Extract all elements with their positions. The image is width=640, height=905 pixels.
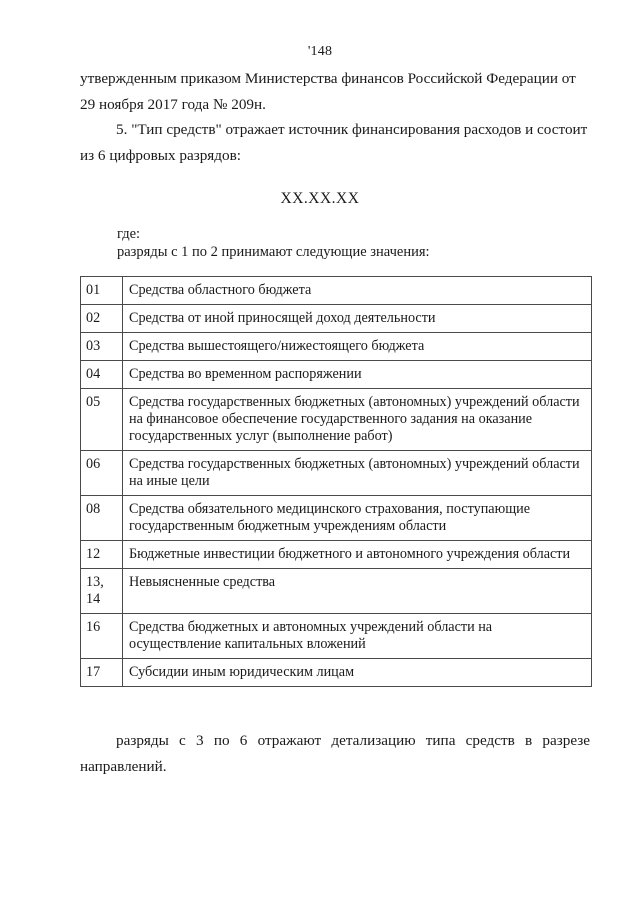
description-cell: Средства областного бюджета bbox=[123, 277, 592, 305]
description-cell: Средства обязательного медицинского страхования, поступающие государственным бюджетным учреждениям области bbox=[123, 496, 592, 541]
table-row bbox=[81, 496, 592, 541]
code-cell: 02 bbox=[81, 305, 123, 333]
paragraph-line: направлений. bbox=[80, 758, 167, 775]
code-cell: 17 bbox=[81, 659, 123, 687]
description-cell: Бюджетные инвестиции бюджетного и автономного учреждения области bbox=[123, 541, 592, 569]
description-cell: Средства государственных бюджетных (автономных) учреждений области на иные цели bbox=[123, 451, 592, 496]
description-cell: Невыясненные средства bbox=[123, 569, 592, 614]
table-row bbox=[81, 305, 592, 333]
table-row bbox=[81, 614, 592, 659]
description-cell: Средства бюджетных и автономных учреждений области на осуществление капитальных вложений bbox=[123, 614, 592, 659]
description-cell: Средства государственных бюджетных (автономных) учреждений области на финансовое обеспечение государственного задания на оказание государственных услуг (выполнение работ) bbox=[123, 389, 592, 451]
table-row bbox=[81, 361, 592, 389]
code-cell: 05 bbox=[81, 389, 123, 451]
description-cell: Субсидии иным юридическим лицам bbox=[123, 659, 592, 687]
table-row bbox=[81, 451, 592, 496]
closing-paragraph bbox=[80, 728, 590, 780]
page-number: '148 bbox=[307, 44, 333, 59]
code-cell: 03 bbox=[81, 333, 123, 361]
code-cell: 04 bbox=[81, 361, 123, 389]
table-row bbox=[81, 569, 592, 614]
code-cell: 12 bbox=[81, 541, 123, 569]
paragraph-line: из 6 цифровых разрядов: bbox=[80, 147, 241, 164]
paragraph-line: 5. "Тип средств" отражает источник финансирования расходов и состоит bbox=[116, 121, 588, 138]
table-row bbox=[81, 333, 592, 361]
paragraph-item-5 bbox=[80, 117, 590, 169]
paragraph-continuation bbox=[80, 66, 590, 118]
where-label: где: bbox=[117, 226, 141, 242]
fund-type-table bbox=[80, 276, 592, 687]
description-cell: Средства во временном распоряжении bbox=[123, 361, 592, 389]
table-row bbox=[81, 541, 592, 569]
code-cell: 08 bbox=[81, 496, 123, 541]
code-cell: 16 bbox=[81, 614, 123, 659]
table-row bbox=[81, 389, 592, 451]
code-pattern: XX.XX.XX bbox=[280, 190, 360, 207]
table-intro: разряды с 1 по 2 принимают следующие значения: bbox=[117, 244, 430, 260]
description-cell: Средства вышестоящего/нижестоящего бюджета bbox=[123, 333, 592, 361]
code-cell: 06 bbox=[81, 451, 123, 496]
table-row bbox=[81, 277, 592, 305]
code-cell: 13, 14 bbox=[81, 569, 123, 614]
paragraph-line: разряды с 3 по 6 отражают детализацию типа средств в разрезе bbox=[116, 732, 590, 749]
code-cell: 01 bbox=[81, 277, 123, 305]
description-cell: Средства от иной приносящей доход деятельности bbox=[123, 305, 592, 333]
paragraph-line: 29 ноября 2017 года № 209н. bbox=[80, 96, 266, 113]
table-row bbox=[81, 659, 592, 687]
paragraph-line: утвержденным приказом Министерства финансов Российской Федерации от bbox=[80, 70, 576, 87]
